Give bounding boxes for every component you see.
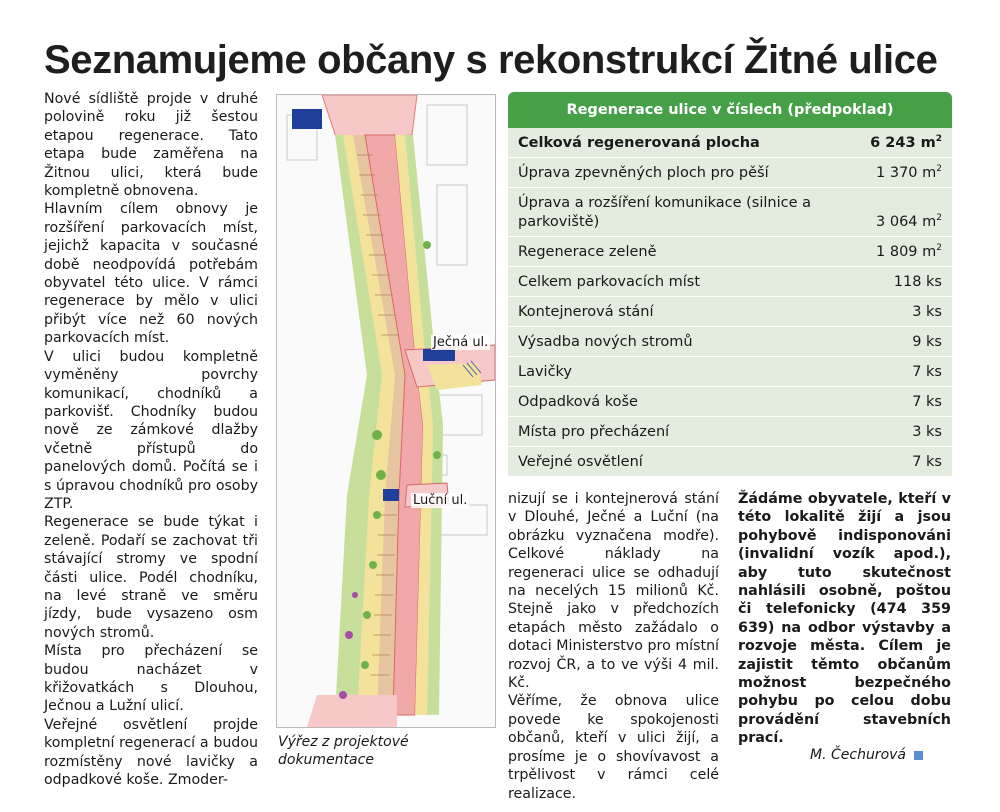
table-row (508, 387, 952, 417)
table-row-label: Veřejné osvětlení (518, 454, 643, 470)
value-text: 3 ks (912, 424, 942, 440)
table-row-label: Úprava zpevněných ploch pro pěší (518, 165, 769, 181)
table-row-label: Úprava a rozšíření komunikace (silnice a parkoviště) (518, 195, 812, 230)
project-map (276, 94, 496, 728)
paragraph: Veřejné osvětlení projde kompletní regenerací a budou rozmístěny nové lavičky a odpadkové koše. Zmoder- (44, 716, 258, 789)
article-column-3 (508, 490, 719, 803)
table-row-value (876, 243, 942, 262)
table-row-value (876, 213, 942, 232)
table-row-value (912, 423, 942, 442)
table-row (508, 267, 952, 297)
article-column-4 (738, 490, 951, 748)
table-row (508, 158, 952, 188)
stats-table (508, 92, 952, 477)
unit-superscript: 2 (936, 243, 942, 254)
unit-superscript: 2 (935, 134, 942, 145)
paragraph: V ulici budou kompletně vyměněny povrchy komunikací, chodníků a parkovišť. Chodníky budou nově ze zámkové dlažby včetně přístupů do panelových domů. Počítá se i s úpravou chodníků pro osoby ZTP. (44, 348, 258, 512)
map-drawing (277, 95, 495, 727)
table-row-value (894, 273, 942, 292)
table-row (508, 188, 952, 237)
paragraph: Regenerace se bude týkat i zeleně. Podaří se zachovat tři stávající stromy ve spodní části ulice. Podél chodníku, na levé straně ve směru jízdy, bude vysazeno osm nových stromů. (44, 514, 258, 641)
notice-paragraph: Žádáme obyvatele, kteří v této lokalitě žijí a jsou pohybově indisponováni (invalidní vozík apod.), aby tuto skutečnost nahlásili osobně, poštou či telefonicky (474 359 639) na odbor výstavby a rozvoje města. Cílem je zajistit těmto občanům možnost bezpečného pohybu po celou dobu provádění stavebních prací. (738, 491, 951, 747)
table-row-value (912, 363, 942, 382)
paragraph: Místa pro přecházení se budou nacházet v křižovatkách s Dlouhou, Ječnou a Lužní ulicí. (44, 643, 258, 715)
table-row-value (912, 333, 942, 352)
table-row-label: Odpadková koše (518, 394, 638, 410)
value-text: 3 064 m (876, 214, 937, 230)
map-label-lucni: Luční ul. (413, 493, 468, 508)
value-text: 7 ks (912, 364, 942, 380)
stats-table-title: Regenerace ulice v číslech (předpoklad) (508, 92, 952, 128)
table-row-value (912, 453, 942, 472)
paragraph: Nové sídliště projde v druhé polovině roku již šestou etapou regenerace. Tato etapa bude zaměřena na Žitnou ulici, která bude kompletně obnovena. (44, 91, 258, 200)
table-row-label: Regenerace zeleně (518, 244, 657, 260)
value-text: 9 ks (912, 334, 942, 350)
value-text: 3 ks (912, 304, 942, 320)
paragraph: nizují se i kontejnerová stání v Dlouhé, Ječné a Luční (na obrázku vyznačena modře). Celkové náklady na regeneraci ulice se odhadují na necelých 15 milionů Kč. Stejně jako v předchozích etapách město zažádalo o dotaci Ministerstvo pro místní rozvoj ČR, a to ve výši 4 mil. Kč. (508, 491, 719, 692)
container-lucni-icon (383, 489, 399, 501)
table-row (508, 357, 952, 387)
article-title: Seznamujeme občany s rekonstrukcí Žitné ulice (44, 38, 938, 82)
container-jecna-icon (423, 349, 455, 361)
value-text: 1 370 m (876, 165, 937, 181)
table-row-value (870, 134, 942, 153)
table-row-label: Kontejnerová stání (518, 304, 654, 320)
unit-superscript: 2 (936, 164, 942, 175)
map-label-jecna: Ječná ul. (433, 335, 489, 350)
value-text: 6 243 m (870, 135, 936, 151)
table-row (508, 327, 952, 357)
value-text: 118 ks (893, 274, 942, 290)
table-row-label: Celková regenerovaná plocha (518, 135, 760, 151)
article-column-1 (44, 90, 258, 789)
table-row (508, 297, 952, 327)
table-row (508, 417, 952, 447)
table-row-value (912, 303, 942, 322)
table-row (508, 237, 952, 267)
value-text: 7 ks (912, 394, 942, 410)
author-name: M. Čechurová (810, 747, 906, 763)
table-row-label: Místa pro přecházení (518, 424, 670, 440)
map-caption: Výřez z projektové dokumentace (278, 734, 409, 768)
container-dlouha-icon (292, 109, 322, 129)
table-row-label: Celkem parkovacích míst (518, 274, 701, 290)
table-row-label: Lavičky (518, 364, 573, 380)
end-square-icon (914, 751, 923, 760)
table-row (508, 128, 952, 158)
table-row-value (912, 393, 942, 412)
table-row (508, 447, 952, 477)
table-row-label: Výsadba nových stromů (518, 334, 693, 350)
paragraph: Věříme, že obnova ulice povede ke spokojenosti občanů, kteří v ulici žijí, a prosíme je o shovívavost a trpělivost v rámci celé realizace. (508, 693, 719, 802)
value-text: 7 ks (912, 454, 942, 470)
author (810, 747, 923, 763)
paragraph: Hlavním cílem obnovy je rozšíření parkovacích míst, jejichž kapacita v současné době neodpovídá potřebám obyvatel této ulice. V rámci regenerace by mělo v ulici přibýt více než 60 nových parkovacích míst. (44, 201, 258, 347)
table-row-value (876, 164, 942, 183)
value-text: 1 809 m (876, 244, 937, 260)
unit-superscript: 2 (936, 213, 942, 224)
